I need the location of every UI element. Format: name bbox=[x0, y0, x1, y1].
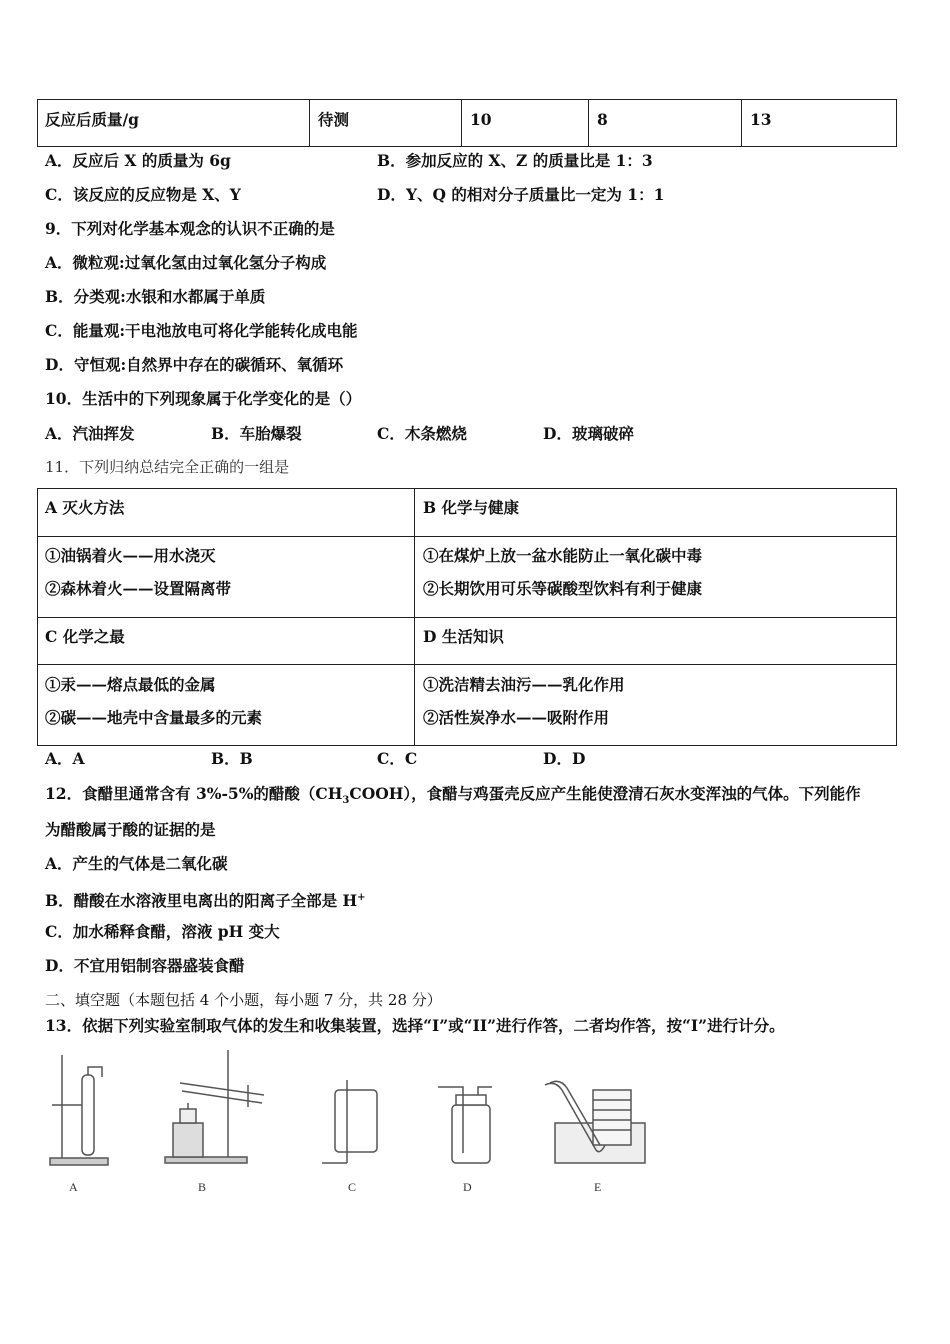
q13-stem: 13．依据下列实验室制取气体的发生和收集装置，选择“I”或“II”进行作答，二者均作答，按“I”进行计分。 bbox=[45, 1016, 785, 1035]
q9-option-a: A．微粒观:过氧化氢由过氧化氢分子构成 bbox=[45, 253, 327, 272]
q8-table-divider bbox=[741, 99, 742, 147]
apparatus-label-a: A bbox=[69, 1180, 78, 1194]
q8-row-label: 反应后质量/g bbox=[45, 110, 139, 129]
q11-option-a: A．A bbox=[45, 749, 85, 768]
q12-stem bbox=[45, 784, 861, 811]
q12-option-c: C．加水稀释食醋，溶液 pH 变大 bbox=[45, 922, 280, 941]
q11-table-hline bbox=[37, 536, 897, 537]
q11-table-hline bbox=[37, 617, 897, 618]
q11-cell-a-line: ②森林着火——设置隔离带 bbox=[45, 579, 232, 598]
q11-cell-d-head: D 生活知识 bbox=[423, 627, 504, 646]
q10-option-b: B．车胎爆裂 bbox=[211, 424, 302, 443]
q12-option-b bbox=[45, 888, 366, 911]
q12-stem-line2: 为醋酸属于酸的证据的是 bbox=[45, 820, 216, 839]
q11-option-d: D．D bbox=[543, 749, 586, 768]
q11-option-b: B．B bbox=[211, 749, 253, 768]
apparatus-label-d: D bbox=[463, 1180, 472, 1194]
q11-cell-c-line: ①汞——熔点最低的金属 bbox=[45, 675, 216, 694]
q12-option-b-text: B．醋酸在水溶液里电离出的阳离子全部是 H bbox=[45, 891, 358, 911]
q10-stem: 10．生活中的下列现象属于化学变化的是（） bbox=[45, 389, 362, 408]
q11-cell-c-head: C 化学之最 bbox=[45, 627, 125, 646]
q12-option-d: D．不宜用铝制容器盛装食醋 bbox=[45, 956, 245, 975]
q8-cell: 8 bbox=[597, 110, 608, 129]
q8-cell: 10 bbox=[470, 110, 492, 129]
q11-cell-d-line: ①洗洁精去油污——乳化作用 bbox=[423, 675, 625, 694]
apparatus-label-b: B bbox=[198, 1180, 207, 1194]
q8-table-divider bbox=[461, 99, 462, 147]
apparatus-label-e: E bbox=[594, 1180, 602, 1194]
q11-cell-d-line: ②活性炭净水——吸附作用 bbox=[423, 708, 610, 727]
q8-option-b: B．参加反应的 X、Z 的质量比是 1：3 bbox=[377, 151, 653, 170]
q10-option-c: C．木条燃烧 bbox=[377, 424, 467, 443]
q11-option-c: C．C bbox=[377, 749, 418, 768]
apparatus-d bbox=[438, 1087, 492, 1163]
apparatus-c bbox=[322, 1080, 377, 1163]
q11-table-hline bbox=[37, 664, 897, 665]
q8-option-d: D．Y、Q 的相对分子质量比一定为 1：1 bbox=[377, 185, 665, 204]
q10-option-d: D．玻璃破碎 bbox=[543, 424, 634, 443]
q8-table-divider bbox=[309, 99, 310, 147]
q11-cell-c-line: ②碳——地壳中含量最多的元素 bbox=[45, 708, 263, 727]
apparatus-e bbox=[545, 1081, 645, 1163]
q10-option-a: A．汽油挥发 bbox=[45, 424, 135, 443]
q11-cell-b-line: ①在煤炉上放一盆水能防止一氧化碳中毒 bbox=[423, 546, 703, 565]
q11-cell-b-line: ②长期饮用可乐等碳酸型饮料有利于健康 bbox=[423, 579, 703, 598]
q11-cell-a-head: A 灭火方法 bbox=[45, 498, 125, 517]
q8-cell: 13 bbox=[750, 110, 772, 129]
apparatus-label-c: C bbox=[348, 1180, 357, 1194]
q12-stem-sub: 3 bbox=[342, 795, 350, 807]
q8-table-divider bbox=[588, 99, 589, 147]
apparatus-a bbox=[50, 1055, 108, 1165]
q8-option-a: A．反应后 X 的质量为 6g bbox=[45, 151, 231, 170]
q12-option-b-sup: + bbox=[357, 892, 366, 903]
q11-cell-a-line: ①油锅着火——用水浇灭 bbox=[45, 546, 216, 565]
q8-cell: 待测 bbox=[318, 110, 350, 129]
q9-option-c: C．能量观:干电池放电可将化学能转化成电能 bbox=[45, 321, 358, 340]
q9-option-b: B．分类观:水银和水都属于单质 bbox=[45, 287, 266, 306]
q12-stem-part1: 12．食醋里通常含有 3%-5%的醋酸（CH bbox=[45, 784, 343, 803]
q12-option-a: A．产生的气体是二氧化碳 bbox=[45, 854, 228, 873]
apparatus-b bbox=[165, 1050, 264, 1163]
q9-stem: 9．下列对化学基本观念的认识不正确的是 bbox=[45, 219, 335, 238]
q8-option-c: C．该反应的反应物是 X、Y bbox=[45, 185, 241, 204]
q12-stem-part2: COOH），食醋与鸡蛋壳反应产生能使澄清石灰水变浑浊的气体。下列能作 bbox=[349, 784, 861, 803]
q11-cell-b-head: B 化学与健康 bbox=[423, 498, 519, 517]
q9-option-d: D．守恒观:自然界中存在的碳循环、氧循环 bbox=[45, 355, 344, 374]
q11-stem: 11．下列归纳总结完全正确的一组是 bbox=[45, 458, 290, 476]
section-title: 二、填空题（本题包括 4 个小题，每小题 7 分，共 28 分） bbox=[45, 991, 442, 1009]
